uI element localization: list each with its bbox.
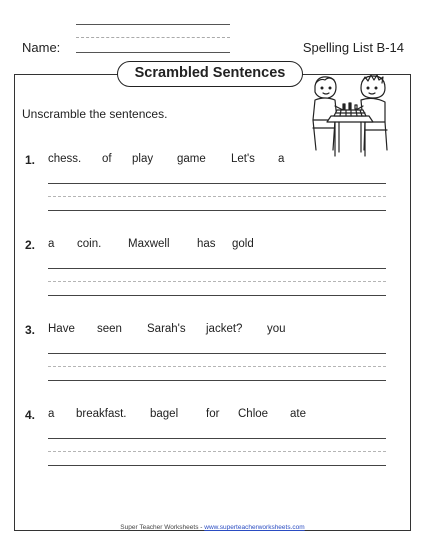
answer-line-base[interactable] [48, 210, 386, 211]
scrambled-word: you [267, 323, 286, 335]
worksheet-title: Scrambled Sentences [117, 61, 303, 87]
answer-line-base[interactable] [48, 295, 386, 296]
scrambled-word: bagel [150, 408, 179, 420]
kids-playing-chess-icon [305, 70, 393, 162]
answer-line-base[interactable] [48, 465, 386, 466]
scrambled-word: play [132, 153, 154, 165]
scrambled-word: breakfast. [76, 408, 127, 420]
question-number: 2. [25, 238, 36, 252]
answer-line-top[interactable] [48, 438, 386, 439]
name-guide-top [76, 24, 230, 25]
question-number: 3. [25, 323, 36, 337]
footer-link[interactable]: www.superteacherworksheets.com [204, 524, 305, 531]
spelling-list-label: Spelling List B-14 [302, 40, 404, 55]
scrambled-word: a [48, 408, 55, 420]
scrambled-word: has [197, 238, 216, 250]
question-number: 4. [25, 408, 36, 422]
scrambled-word: coin. [77, 238, 102, 250]
scrambled-word: chess. [48, 153, 82, 165]
scrambled-word: Have [48, 323, 75, 335]
question-number: 1. [25, 153, 36, 167]
scrambled-word: seen [97, 323, 122, 335]
footer [0, 524, 425, 531]
scrambled-word: jacket? [206, 323, 243, 335]
scrambled-word: of [102, 153, 112, 165]
scrambled-word: gold [232, 238, 254, 250]
scrambled-word: game [177, 153, 206, 165]
name-label: Name: [22, 40, 61, 55]
answer-line-guide [48, 366, 386, 367]
answer-line-top[interactable] [48, 353, 386, 354]
scrambled-word: Let's [231, 153, 255, 165]
instructions: Unscramble the sentences. [22, 107, 168, 121]
scrambled-word: Sarah's [147, 323, 186, 335]
name-guide-dashed [76, 37, 230, 38]
answer-line-base[interactable] [48, 380, 386, 381]
footer-text: Super Teacher Worksheets - [120, 524, 205, 531]
scrambled-word: ate [290, 408, 306, 420]
name-write-line[interactable] [76, 52, 230, 53]
scrambled-word: Chloe [238, 408, 269, 420]
answer-line-top[interactable] [48, 183, 386, 184]
answer-line-guide [48, 451, 386, 452]
answer-line-guide [48, 281, 386, 282]
answer-line-top[interactable] [48, 268, 386, 269]
scrambled-word: a [48, 238, 55, 250]
scrambled-word: Maxwell [128, 238, 170, 250]
answer-line-guide [48, 196, 386, 197]
scrambled-word: for [206, 408, 220, 420]
scrambled-word: a [278, 153, 285, 165]
